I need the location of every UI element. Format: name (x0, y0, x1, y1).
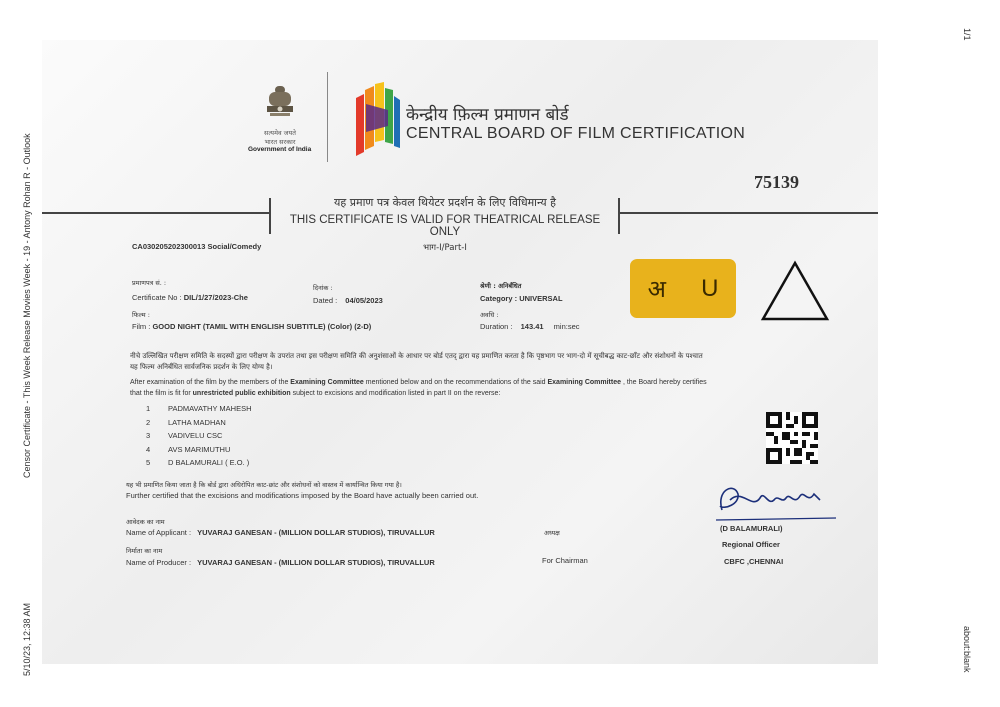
film-row (132, 322, 371, 331)
government-emblem (248, 84, 312, 153)
producer-label: Name of Producer : (126, 558, 192, 567)
category-label: Category : (480, 294, 518, 303)
cbfc-logo-icon (352, 80, 402, 160)
eng-para-line-2: that the film is fit for unrestricted public exhibition subject to excisions and modification listed in part II on the reverse: (130, 390, 501, 397)
chairman-hindi: अध्यक्ष (544, 529, 560, 537)
officer-title: Regional Officer (722, 540, 780, 549)
emblem-motto: सत्यमेव जयते (264, 129, 296, 137)
cert-no-label: Certificate No : (132, 293, 182, 302)
category-row (480, 294, 563, 303)
office-location: CBFC ,CHENNAI (724, 557, 784, 566)
duration-unit: min:sec (553, 322, 580, 331)
category-hindi: श्रेणी : अनिर्बंधित (480, 282, 522, 290)
officer-signature (712, 480, 842, 526)
rating-badge (630, 259, 736, 318)
hindi-certification-text (130, 351, 810, 373)
board-name-hindi: केन्द्रीय फ़िल्म प्रमाणन बोर्ड (406, 105, 569, 125)
right-rule (619, 212, 878, 214)
further-certified-hindi: यह भी प्रमाणित किया जाता है कि बोर्ड द्वारा अधिरोपित काट-छांट और संशोधनों को वास्तव में कार्यान्वित किया गया है। (126, 481, 402, 489)
producer-hindi: निर्माता का नाम (126, 547, 163, 555)
eng-para-line-1: After examination of the film by the members of the Examining Committee mentioned below and on the recommendations of the said Examining Committee , the Board hereby certifies (130, 379, 707, 386)
print-datetime: 5/10/23, 12:38 AM (22, 602, 32, 676)
validity-hindi: यह प्रमाण पत्र केवल थियेटर प्रदर्शन के लिए विधिमान्य है (334, 196, 556, 209)
ashoka-emblem-icon (264, 84, 296, 128)
print-page-number: 1/1 (962, 28, 972, 41)
list-item: 1 PADMAVATHY MAHESH (146, 404, 252, 413)
date-hindi: दिनांक : (313, 284, 333, 292)
film-hindi: फिल्म : (132, 311, 150, 319)
duration-label: Duration : (480, 322, 513, 331)
for-chairman: For Chairman (542, 556, 588, 565)
list-item: 5 D BALAMURALI ( E.O. ) (146, 458, 250, 467)
validity-english: THIS CERTIFICATE IS VALID FOR THEATRICAL RELEASE ONLY (289, 214, 601, 238)
applicant-value: YUVARAJ GANESAN - (MILLION DOLLAR STUDIOS), TIRUVALLUR (197, 528, 435, 537)
producer-value: YUVARAJ GANESAN - (MILLION DOLLAR STUDIOS), TIRUVALLUR (197, 558, 435, 567)
film-label: Film : (132, 322, 151, 331)
validity-notice (274, 195, 616, 253)
english-certification-text (130, 377, 810, 399)
rating-hindi-letter: अ (647, 275, 666, 303)
producer-row (126, 558, 435, 567)
reference-code: CA030205202300013 Social/Comedy (132, 242, 262, 251)
emblem-gov-english: Government of India (248, 146, 312, 153)
hindi-para-line-2: यह फिल्म अनिर्बंधित सार्वजनिक प्रदर्शन के लिए योग्य है। (130, 363, 273, 371)
cert-no-hindi: प्रमाणपत्र सं. : (132, 279, 167, 287)
left-rule (42, 212, 270, 214)
list-item: 3 VADIVELU CSC (146, 431, 223, 440)
hindi-para-line-1: नीचे उल्लिखित परीक्षण समिति के सदस्यों द्वारा परीक्षण के उपरांत तथा इस परीक्षण समिति की अनुशंसाओं के आधार पर बोर्ड एतद् द्वारा यह प्रमाणित करता है कि पृष्ठभाग पर भाग-दो में सूचीबद्ध काट-छाँट और संशोधनों के पश्चात (130, 352, 703, 360)
list-item: 2 LATHA MADHAN (146, 417, 226, 427)
cert-no-row (132, 293, 248, 302)
part-label: भाग-I/Part-I (423, 243, 467, 253)
certificate-photo (42, 40, 878, 664)
board-name-english: CENTRAL BOARD OF FILM CERTIFICATION (406, 125, 746, 142)
duration-hindi: अवधि : (480, 311, 499, 319)
further-certified-english: Further certified that the excisions and modifications imposed by the Board have actually been carried out. (126, 491, 479, 500)
list-item: 4 AVS MARIMUTHU (146, 444, 231, 454)
date-label: Dated : (313, 296, 338, 305)
committee-list (146, 404, 252, 472)
film-value: GOOD NIGHT (TAMIL WITH ENGLISH SUBTITLE) (Color) (2-D) (152, 322, 372, 331)
emblem-gov-hindi: भारत सरकार (264, 138, 296, 146)
cert-no-value: DIL/1/27/2023-Che (183, 293, 248, 302)
applicant-hindi: आवेदक का नाम (126, 518, 165, 526)
left-bracket (269, 198, 271, 234)
header-divider (327, 72, 328, 162)
applicant-row (126, 528, 435, 537)
duration-value: 143.41 (520, 322, 544, 331)
right-bracket (618, 198, 620, 234)
date-value: 04/05/2023 (345, 296, 383, 305)
qr-code (766, 412, 818, 464)
rating-letter: U (701, 274, 719, 302)
triangle-icon (760, 260, 830, 322)
officer-name: (D BALAMURALI) (720, 524, 783, 533)
category-value: UNIVERSAL (519, 294, 563, 303)
print-url: about:blank (962, 626, 972, 673)
print-header-title: Censor Certificate - This Week Release Movies Week - 19 - Antony Rohan R - Outlook (22, 133, 32, 478)
serial-number: 75139 (754, 172, 799, 192)
date-row (313, 296, 383, 305)
applicant-label: Name of Applicant : (126, 528, 192, 537)
duration-row (480, 322, 580, 331)
